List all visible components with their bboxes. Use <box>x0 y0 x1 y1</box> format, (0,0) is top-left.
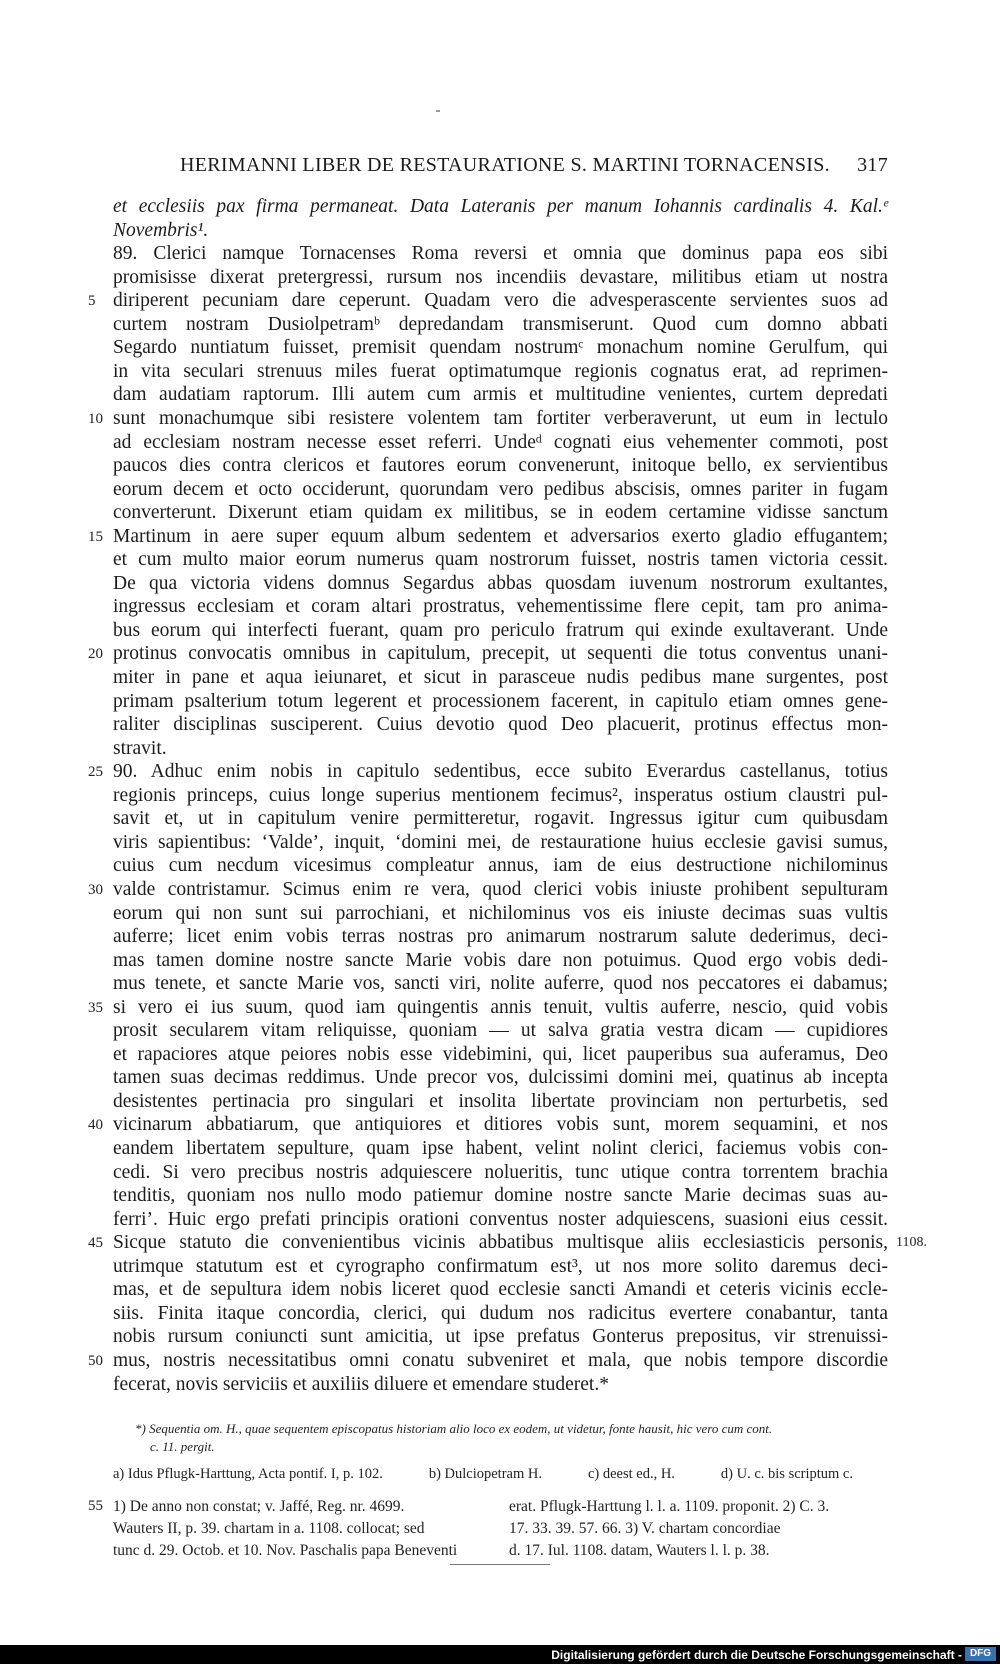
footnote-line: Wauters II, p. 39. chartam in a. 1108. collocat; sed <box>113 1520 425 1537</box>
text-line: prosit secularem vitam reliquisse, quoniam — ut salva gratia vestra dicam — cupidiores <box>113 1020 888 1042</box>
text-line: cedi. Si vero precibus nostris adquiescere nolueritis, tunc utique contra torrentem brachia <box>113 1161 888 1183</box>
text-line: paucos dies contra clericos et fautores eorum convenerunt, initoque bello, ex servientibus <box>113 455 888 477</box>
text-line: converterunt. Dixerunt etiam quidam ex militibus, se in eodem certamine vidisse sanctum <box>113 502 888 524</box>
text-line: regionis princeps, cuius longe superius mentionem fecimus², insperatus ostium claustri pul- <box>113 784 888 806</box>
line-number: 25 <box>88 764 103 781</box>
text-line: Martinum in aere super equum album sedentem et adversarios exerto gladio effugantem; <box>113 525 888 547</box>
text-line: stravit. <box>113 737 167 759</box>
variant-note: d) U. c. bis scriptum c. <box>720 1466 853 1482</box>
text-line: viris sapientibus: ‘Valde’, inquit, ‘domini mei, de restauratione huius ecclesie gavisi sumus, <box>113 831 888 853</box>
text-line: savit et, ut in capitulum venire permitteretur, rogavit. Ingressus igitur cum quibusdam <box>113 808 888 830</box>
text-line: et cum multo maior eorum numerus quam nostrorum fuisset, nostris tamen victoria cessit. <box>113 549 888 571</box>
text-line: eorum decem et octo occiderunt, quorundam vero pedibus abscisis, omnes pariter in fugam <box>113 478 888 500</box>
text-line: si vero ei ius suum, quod iam quingentis annis tenuit, vultis auferre, nescio, quid vobis <box>113 996 888 1018</box>
text-line: desistentes pertinacia pro singulari et insolita libertate provinciam non perturbetis, sed <box>113 1090 888 1112</box>
text-line: dam audatiam raptorum. Illi autem cum armis et multitudine venientes, curtem depredati <box>113 384 888 406</box>
text-line: in vita seculari strenuus miles fuerat optimatumque regionis cognatus erat, ad reprimen- <box>113 360 888 382</box>
line-number: 40 <box>88 1117 103 1134</box>
footnote-line: 1) De anno non constat; v. Jaffé, Reg. nr. 4699. <box>113 1498 405 1515</box>
text-line: et ecclesiis pax firma permaneat. Data Lateranis per manum Iohannis cardinalis 4. Kal.ᵉ <box>113 196 888 217</box>
text-line: siis. Finita itaque concordia, clerici, qui dudum nos radicitus evertere conabantur, tanta <box>113 1302 888 1324</box>
variant-footnotes <box>113 1466 853 1483</box>
footnote-line: 17. 33. 39. 57. 66. 3) V. chartam concordiae <box>509 1520 781 1537</box>
margin-year: 1108. <box>896 1235 927 1251</box>
text-line: tamen suas decimas reddimus. Unde precor vos, dulcissimi domini mei, quatinus ab incepta <box>113 1067 888 1089</box>
text-line: sunt monachumque sibi resistere volentem tam fortiter verberaverunt, ut eum in lectulo <box>113 407 888 429</box>
footnote-line: tunc d. 29. Octob. et 10. Nov. Paschalis papa Beneventi <box>113 1542 458 1559</box>
footnote-star-line: c. 11. pergit. <box>150 1439 215 1454</box>
text-line: utrimque statutum est et cyrographo confirmatum est³, ut nos more solito daremus deci- <box>113 1255 888 1277</box>
footer-credit: Digitalisierung gefördert durch die Deutsche Forschungsgemeinschaft - <box>551 1648 962 1662</box>
running-header <box>180 154 888 177</box>
text-line: curtem nostram Dusiolpetramᵇ depredandam transmiserunt. Quod cum domno abbati <box>113 313 888 335</box>
text-line: Segardo nuntiatum fuisset, premisit quendam nostrumᶜ monachum nomine Gerulfum, qui <box>113 337 888 359</box>
text-line: Novembris¹. <box>113 219 209 241</box>
text-line: et rapaciores atque peiores nobis esse videbimini, qui, licet pauperibus sua auferamus, Deo <box>113 1043 888 1065</box>
line-number: 55 <box>88 1498 103 1514</box>
text-line: raliter disciplinas susciperent. Cuius devotio quod Deo placuerit, protinus effectus mon- <box>113 714 888 736</box>
text-line: eandem libertatem sepulture, quam ipse habent, velint nolint clerici, faciemus vobis con- <box>113 1138 888 1159</box>
variant-note: a) Idus Pflugk-Harttung, Acta pontif. I, p. 102. <box>113 1466 383 1482</box>
text-line: fecerat, novis serviciis et auxiliis diluere et emendare studeret.* <box>113 1373 609 1395</box>
text-line: vicinarum abbatiarum, que antiquiores et ditiores vobis sunt, morem sequamini, et nos <box>113 1114 888 1136</box>
text-line: ingressus ecclesiam et coram altari prostratus, vehementissime flere cepit, tam pro anima- <box>113 596 888 618</box>
text-line: eorum qui non sunt sui parrochiani, et nichilominus vos eis iniuste decimas suas vultis <box>113 902 888 924</box>
text-line: mas tamen domine nostre sancte Marie vobis dare non potuimus. Quod ergo vobis dedi- <box>113 949 888 971</box>
footnote-line: erat. Pflugk-Harttung l. l. a. 1109. proponit. 2) C. 3. <box>509 1498 830 1515</box>
variant-note: c) deest ed., H. <box>587 1466 675 1482</box>
header-title: HERIMANNI LIBER DE RESTAURATIONE S. MARTINI TORNACENSIS. <box>180 154 830 176</box>
text-line: Sicque statuto die convenientibus vicinis abbatibus multisque aliis ecclesiasticis personis, <box>113 1232 888 1254</box>
text-line: mus, nostris necessitatibus omni conatu subveniret et mala, que nobis tempore discordie <box>113 1349 888 1371</box>
text-line: ferri’. Huic ergo prefati principis orationi conventus noster adquiescens, suasioni eius cessit. <box>113 1208 888 1230</box>
text-line: tenditis, quoniam nos nullo modo patiemur domine nostre sancte Marie decimas suas au- <box>113 1185 888 1207</box>
line-number: 45 <box>88 1235 103 1252</box>
text-line: diriperent pecuniam dare ceperunt. Quadam vero die advesperascente servientes suos ad <box>113 290 888 312</box>
text-line: promisisse dixerat pretergressi, rursum nos incendiis devastare, militibus etiam ut nostra <box>113 266 888 288</box>
variant-note: b) Dulciopetram H. <box>428 1466 542 1482</box>
footnote-star-line: *) Sequentia om. H., quae sequentem episcopatus historiam alio loco ex eodem, ut videtur, fonte hausit, hic vero cum cont. <box>135 1421 773 1436</box>
text-line: 90. Adhuc enim nobis in capitulo sedentibus, ecce subito Everardus castellanus, totius <box>113 761 888 783</box>
text-line: De qua victoria videns domnus Segardus abbas quosdam iuvenum nostrorum exultantes, <box>113 572 888 594</box>
text-line: bus eorum qui interfecti fuerant, quam pro periculo fratrum qui exinde exultaverant. Unde <box>113 619 888 641</box>
text-line: nobis rursum coniuncti sunt amicitia, ut ipse prefatus Gonterus prepositus, vir strenuissi- <box>113 1326 888 1348</box>
line-number: 5 <box>88 293 96 310</box>
line-number: 30 <box>88 881 103 898</box>
text-line: 89. Clerici namque Tornacenses Roma reversi et omnia que dominus papa eos sibi <box>113 243 888 265</box>
scan-speck <box>436 110 440 112</box>
line-number: 10 <box>88 410 103 427</box>
text-line: auferre; licet enim vobis terras nostras pro animarum nostrarum salute dederimus, deci- <box>113 926 888 948</box>
dfg-logo: DFG <box>965 1647 996 1661</box>
text-line: miter in pane et aqua ieiunaret, et sicut in parasceue nudis pedibus mane surgentes, post <box>113 667 888 688</box>
line-number: 35 <box>88 999 103 1016</box>
line-number: 20 <box>88 646 103 663</box>
page-number: 317 <box>857 154 888 176</box>
line-number: 50 <box>88 1352 103 1369</box>
end-rule <box>450 1564 550 1565</box>
text-line: mas, et de sepultura idem nobis liceret quod ecclesie sancti Amandi et ceteris vicinis eccle- <box>113 1279 888 1301</box>
text-line: ad ecclesiam nostram necesse esset referri. Undeᵈ cognati eius vehementer commoti, post <box>113 431 888 453</box>
line-number: 15 <box>88 528 103 545</box>
text-line: protinus convocatis omnibus in capitulum, precepit, ut sequenti die totus conventus unani- <box>113 643 888 665</box>
text-line: primam psalterium totum legerent et processionem facerent, in capitulo etiam omnes gene- <box>113 690 888 712</box>
text-line: valde contristamur. Scimus enim re vera, quod clerici vobis iniuste prohibent sepulturam <box>113 878 888 900</box>
footnote-line: d. 17. Iul. 1108. datam, Wauters l. l. p. 38. <box>509 1542 770 1559</box>
text-line: cuius cum necdum vicesimus compleatur annus, iam de eius destructione nichilominus <box>113 855 888 877</box>
text-line: mus tenete, et sancte Marie vos, sancti viri, nolite auferre, quod nos peccatores ei dabamus; <box>113 973 888 995</box>
